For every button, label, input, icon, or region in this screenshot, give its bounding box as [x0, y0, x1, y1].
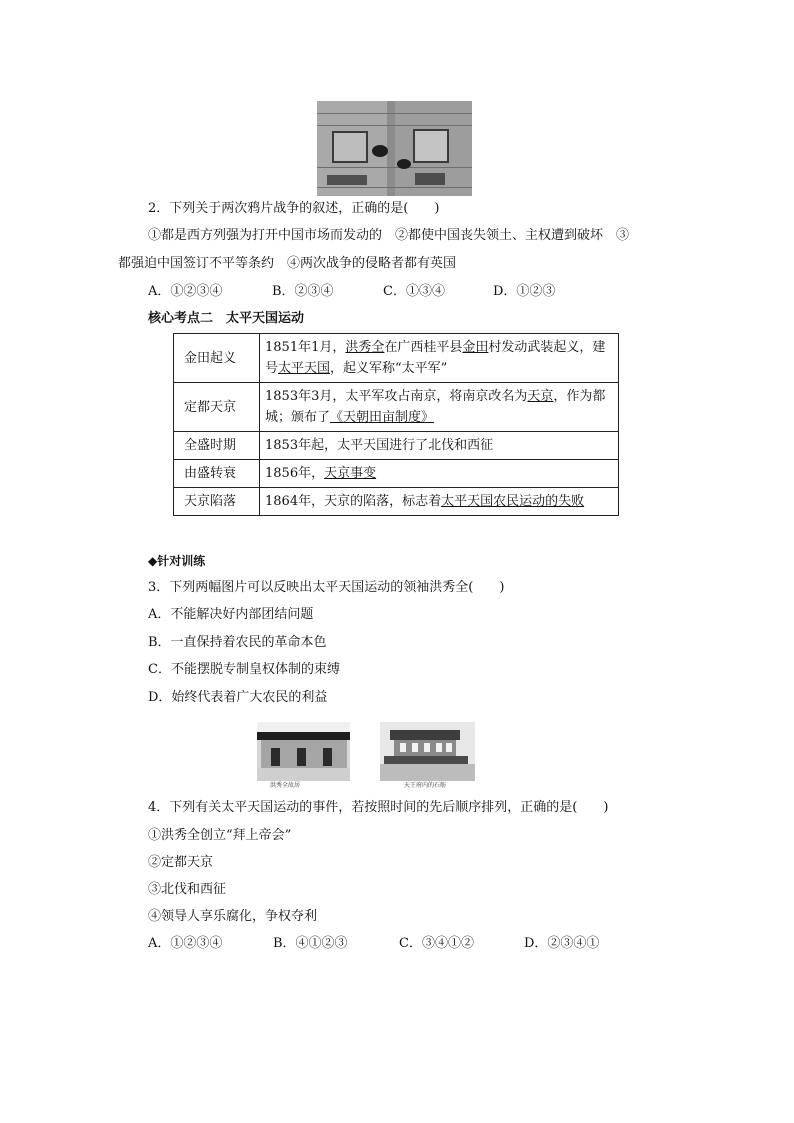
q2-statement-line-2: 都强迫中国签订不平等条约 ④两次战争的侵略者都有英国 — [118, 256, 457, 271]
q4-option-b[interactable]: B．④①②③ — [273, 936, 348, 951]
table-text: 1853年3月，太平军攻占南京，将南京改名为 — [265, 389, 528, 404]
table-row — [174, 334, 619, 383]
table-row — [174, 488, 619, 516]
table-row-label: 由盛转衰 — [174, 460, 260, 488]
training-title: ◆针对训练 — [148, 554, 206, 568]
table-text: ，起义军称“太平军” — [330, 361, 448, 376]
table-row-label: 全盛时期 — [174, 432, 260, 460]
q4-option-c[interactable]: C．③④①② — [399, 936, 474, 951]
table-text: 1864年，天京的陷落，标志着 — [265, 494, 442, 509]
table-text: 村发动武装起义，建号 — [265, 340, 606, 376]
underlined-term: 金田 — [462, 340, 489, 355]
q4-item-3: ③北伐和西征 — [148, 882, 227, 897]
underlined-term: 洪秀全 — [345, 340, 385, 355]
taiping-events-table — [173, 333, 619, 516]
underlined-term: 太平天国 — [278, 361, 331, 376]
q3-option-c[interactable]: C．不能摆脱专制皇权体制的束缚 — [148, 662, 340, 677]
house-photo-caption: 洪秀全故居 — [270, 782, 301, 789]
q2-option-d[interactable]: D．①②③ — [493, 284, 556, 299]
underlined-term: 太平天国农民运动的失败 — [441, 494, 585, 509]
q4-item-2: ②定都天京 — [148, 855, 214, 870]
boat-photo-caption: 天王府内的石舫 — [404, 782, 447, 789]
q4-stem: 4．下列有关太平天国运动的事件，若按照时间的先后顺序排列，正确的是( ) — [148, 800, 609, 815]
table-row-label: 金田起义 — [174, 334, 260, 383]
q4-item-4: ④领导人享乐腐化，争权夺利 — [148, 909, 318, 924]
stone-boat-photo — [380, 722, 475, 781]
q2-option-c[interactable]: C．①③④ — [383, 284, 445, 299]
q3-option-d[interactable]: D．始终代表着广大农民的利益 — [148, 690, 328, 705]
q3-stem: 3．下列两幅图片可以反映出太平天国运动的领袖洪秀全( ) — [148, 580, 505, 595]
q3-option-b[interactable]: B．一直保持着农民的革命本色 — [148, 635, 327, 650]
table-row-content — [260, 432, 619, 460]
table-text: 在广西桂平县 — [384, 340, 463, 355]
section-title: 核心考点二 太平天国运动 — [148, 311, 305, 326]
table-row-label: 天京陷落 — [174, 488, 260, 516]
hong-xiuquan-house-photo — [257, 722, 350, 781]
table-row-label: 定都天京 — [174, 383, 260, 432]
q4-option-d[interactable]: D．②③④① — [524, 936, 600, 951]
table-row-content — [260, 383, 619, 432]
table-text: 1853年起，太平天国进行了北伐和西征 — [265, 438, 494, 453]
table-text: ，作为都城；颁布了 — [265, 389, 606, 425]
table-row — [174, 432, 619, 460]
treaty-document-photo — [317, 101, 472, 196]
q2-option-a[interactable]: A．①②③④ — [148, 284, 223, 299]
q2-statement-line-1: ①都是西方列强为打开中国市场而发动的 ②都使中国丧失领土、主权遭到破坏 ③ — [148, 228, 630, 243]
table-row-content — [260, 334, 619, 383]
table-row — [174, 383, 619, 432]
q3-option-a[interactable]: A．不能解决好内部团结问题 — [148, 607, 314, 622]
table-row-content — [260, 488, 619, 516]
table-row-content — [260, 460, 619, 488]
q2-stem: 2．下列关于两次鸦片战争的叙述，正确的是( ) — [148, 201, 440, 216]
q2-option-b[interactable]: B．②③④ — [272, 284, 334, 299]
underlined-term: 天京 — [527, 389, 554, 404]
table-row — [174, 460, 619, 488]
q4-item-1: ①洪秀全创立“拜上帝会” — [148, 828, 292, 843]
table-text: 1851年1月， — [265, 340, 346, 355]
underlined-term: 天京事变 — [324, 466, 377, 481]
table-text: 1856年， — [265, 466, 325, 481]
underlined-term: 《天朝田亩制度》 — [330, 410, 435, 425]
q4-option-a[interactable]: A．①②③④ — [148, 936, 223, 951]
